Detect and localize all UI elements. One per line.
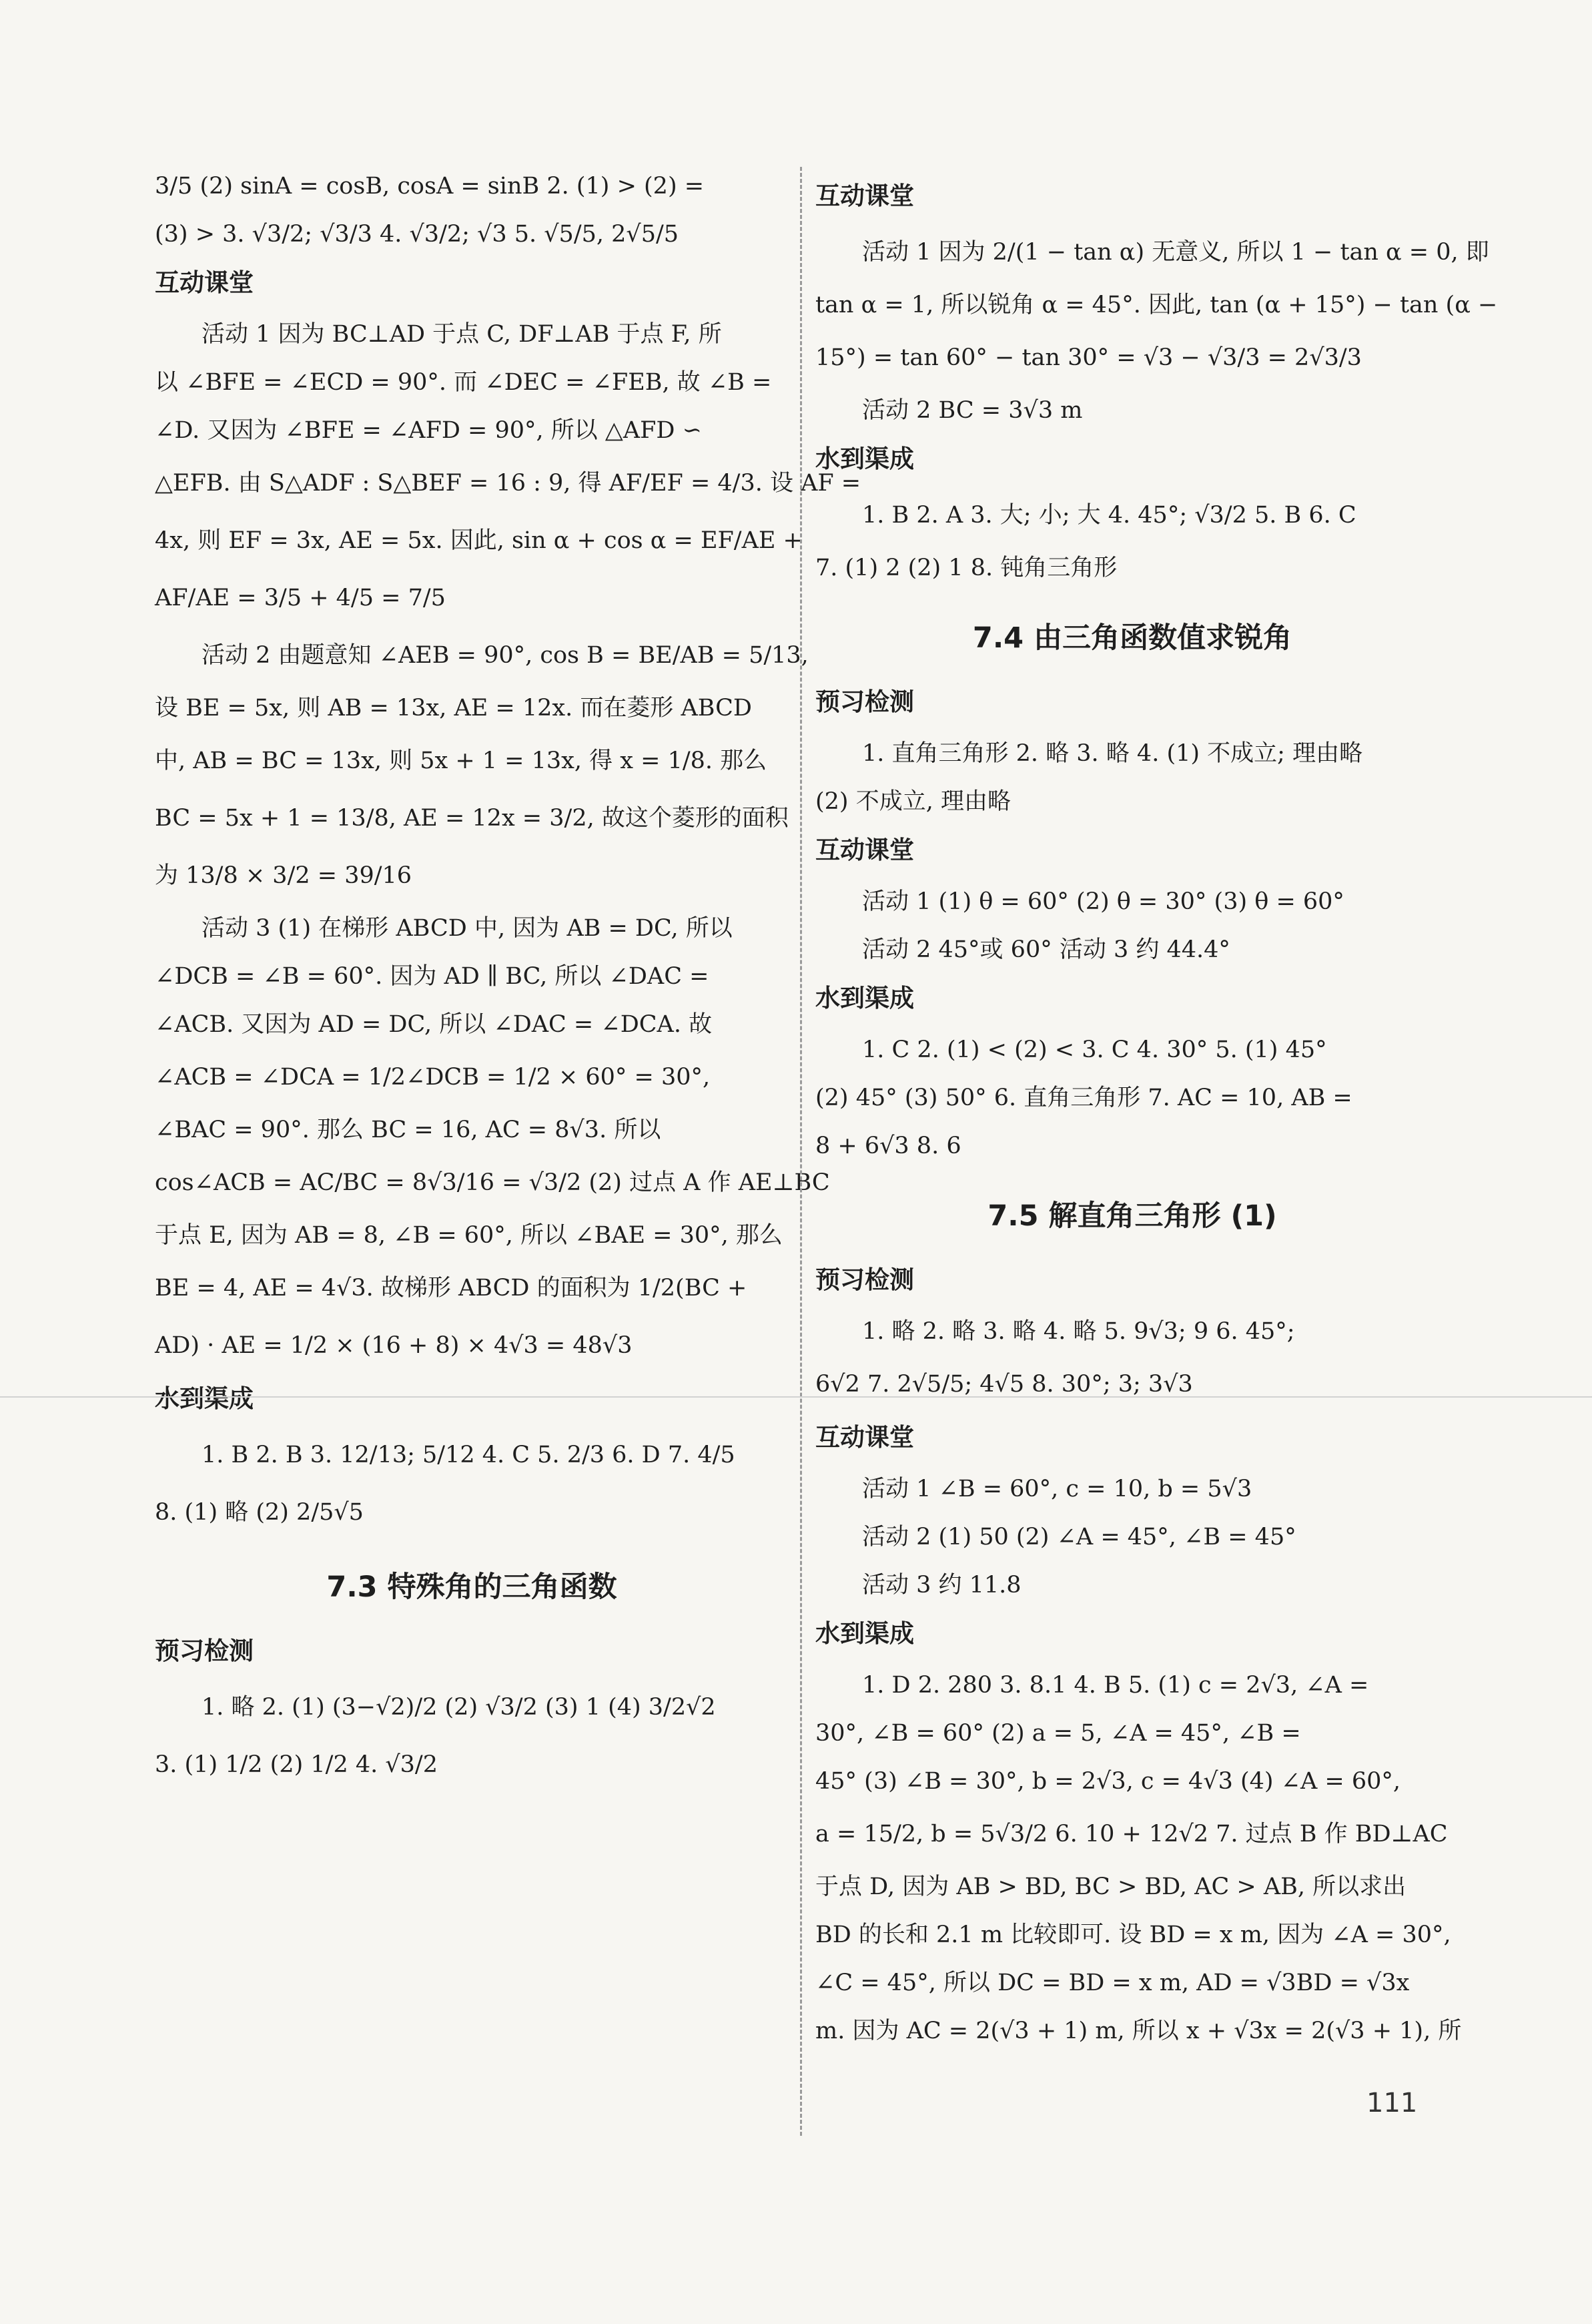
left-text-line: 为 13/8 × 3/2 = 39/16 <box>155 862 412 889</box>
right-heading: 互动课堂 <box>815 182 914 210</box>
left-text-line: 以 ∠BFE = ∠ECD = 90°. 而 ∠DEC = ∠FEB, 故 ∠B = <box>155 369 772 396</box>
right-section-title: 7.5 解直角三角形 (1) <box>987 1199 1277 1233</box>
right-heading: 互动课堂 <box>815 1423 914 1452</box>
right-text-line: 活动 2 BC = 3√3 m <box>862 397 1083 424</box>
right-text-line: 45° (3) ∠B = 30°, b = 2√3, c = 4√3 (4) ∠A = 60°, <box>815 1768 1401 1795</box>
right-text-line: BD 的长和 2.1 m 比较即可. 设 BD = x m, 因为 ∠A = 30°, <box>815 1922 1451 1948</box>
left-text-line: 1. 略 2. (1) (3−√2)/2 (2) √3/2 (3) 1 (4) 3/2√2 <box>202 1694 716 1721</box>
page-fold-line <box>0 1396 1592 1398</box>
left-column <box>155 167 861 1798</box>
right-text-line: 7. (1) 2 (2) 1 8. 钝角三角形 <box>815 555 1118 581</box>
left-text-line: 活动 1 因为 BC⊥AD 于点 C, DF⊥AB 于点 F, 所 <box>202 321 722 348</box>
right-text-line: 于点 D, 因为 AB > BD, BC > BD, AC > AB, 所以求出 <box>815 1873 1407 1900</box>
left-text-line: 4x, 则 EF = 3x, AE = 5x. 因此, sin α + cos α = EF/AE + <box>155 527 803 554</box>
right-column <box>815 167 1498 2060</box>
left-text-line: cos∠ACB = AC/BC = 8√3/16 = √3/2 (2) 过点 A 作 AE⊥BC <box>155 1169 830 1196</box>
left-text-line: 3/5 (2) sinA = cosB, cosA = sinB 2. (1) > (2) = <box>155 173 705 200</box>
right-text-line: 6√2 7. 2√5/5; 4√5 8. 30°; 3; 3√3 <box>815 1371 1193 1398</box>
right-text-line: 活动 3 约 11.8 <box>862 1572 1022 1599</box>
left-text-line: AD) · AE = 1/2 × (16 + 8) × 4√3 = 48√3 <box>155 1332 633 1359</box>
right-text-line: 1. 直角三角形 2. 略 3. 略 4. (1) 不成立; 理由略 <box>862 740 1363 767</box>
right-heading: 水到渠成 <box>815 984 914 1012</box>
left-text-line: BC = 5x + 1 = 13/8, AE = 12x = 3/2, 故这个菱形的面积 <box>155 805 789 832</box>
right-text-line: (2) 不成立, 理由略 <box>815 788 1011 815</box>
left-text-line: 中, AB = BC = 13x, 则 5x + 1 = 13x, 得 x = 1/8. 那么 <box>155 748 767 774</box>
right-text-line: 1. C 2. (1) < (2) < 3. C 4. 30° 5. (1) 45° <box>862 1037 1327 1063</box>
right-heading: 预习检测 <box>815 1265 914 1294</box>
right-text-line: 活动 2 45°或 60° 活动 3 约 44.4° <box>862 936 1230 963</box>
left-text-line: 活动 3 (1) 在梯形 ABCD 中, 因为 AB = DC, 所以 <box>202 915 733 942</box>
left-text-line: △EFB. 由 S△ADF : S△BEF = 16 : 9, 得 AF/EF = 4/3. 设 AF = <box>155 470 861 497</box>
left-text-line: ∠D. 又因为 ∠BFE = ∠AFD = 90°, 所以 △AFD ∽ <box>155 417 702 444</box>
right-heading: 互动课堂 <box>815 836 914 864</box>
page-number: 111 <box>1366 2088 1418 2118</box>
right-text-line: 1. B 2. A 3. 大; 小; 大 4. 45°; √3/2 5. B 6. C <box>862 502 1356 529</box>
left-text-line: ∠BAC = 90°. 那么 BC = 16, AC = 8√3. 所以 <box>155 1117 661 1143</box>
left-text-line: 8. (1) 略 (2) 2/5√5 <box>155 1499 364 1526</box>
right-text-line: 30°, ∠B = 60° (2) a = 5, ∠A = 45°, ∠B = <box>815 1720 1301 1747</box>
right-text-line: 活动 1 (1) θ = 60° (2) θ = 30° (3) θ = 60° <box>862 888 1344 915</box>
right-text-line: a = 15/2, b = 5√3/2 6. 10 + 12√2 7. 过点 B 作 BD⊥AC <box>815 1821 1448 1847</box>
right-text-line: (2) 45° (3) 50° 6. 直角三角形 7. AC = 10, AB = <box>815 1085 1352 1111</box>
left-text-line: ∠ACB = ∠DCA = 1/2∠DCB = 1/2 × 60° = 30°, <box>155 1064 711 1091</box>
right-section-title: 7.4 由三角函数值求锐角 <box>972 621 1292 655</box>
right-text-line: 1. D 2. 280 3. 8.1 4. B 5. (1) c = 2√3, ∠A = <box>862 1672 1369 1699</box>
right-heading: 预习检测 <box>815 687 914 716</box>
right-text-line: m. 因为 AC = 2(√3 + 1) m, 所以 x + √3x = 2(√3 + 1), 所 <box>815 2018 1462 2044</box>
left-text-line: 1. B 2. B 3. 12/13; 5/12 4. C 5. 2/3 6. D 7. 4/5 <box>202 1442 735 1468</box>
left-text-line: BE = 4, AE = 4√3. 故梯形 ABCD 的面积为 1/2(BC + <box>155 1275 747 1301</box>
column-divider <box>800 167 802 2136</box>
right-heading: 水到渠成 <box>815 1619 914 1648</box>
right-heading: 水到渠成 <box>815 445 914 473</box>
right-text-line: tan α = 1, 所以锐角 α = 45°. 因此, tan (α + 15°) − tan (α − <box>815 292 1498 318</box>
left-heading: 预习检测 <box>155 1637 254 1665</box>
right-text-line: 8 + 6√3 8. 6 <box>815 1133 961 1159</box>
left-text-line: (3) > 3. √3/2; √3/3 4. √3/2; √3 5. √5/5, 2√5/5 <box>155 221 679 248</box>
left-text-line: ∠DCB = ∠B = 60°. 因为 AD ∥ BC, 所以 ∠DAC = <box>155 963 709 990</box>
left-text-line: 于点 E, 因为 AB = 8, ∠B = 60°, 所以 ∠BAE = 30°, 那么 <box>155 1222 783 1249</box>
left-heading: 互动课堂 <box>155 268 254 297</box>
right-text-line: 15°) = tan 60° − tan 30° = √3 − √3/3 = 2√3/3 <box>815 344 1362 371</box>
left-text-line: 3. (1) 1/2 (2) 1/2 4. √3/2 <box>155 1751 438 1778</box>
left-text-line: ∠ACB. 又因为 AD = DC, 所以 ∠DAC = ∠DCA. 故 <box>155 1011 713 1038</box>
left-section-title: 7.3 特殊角的三角函数 <box>326 1570 617 1604</box>
right-text-line: 1. 略 2. 略 3. 略 4. 略 5. 9√3; 9 6. 45°; <box>862 1318 1295 1345</box>
left-text-line: AF/AE = 3/5 + 4/5 = 7/5 <box>155 585 446 611</box>
right-text-line: 活动 2 (1) 50 (2) ∠A = 45°, ∠B = 45° <box>862 1524 1296 1550</box>
right-text-line: 活动 1 因为 2/(1 − tan α) 无意义, 所以 1 − tan α = 0, 即 <box>862 239 1489 266</box>
right-text-line: ∠C = 45°, 所以 DC = BD = x m, AD = √3BD = √3x <box>815 1970 1410 1996</box>
left-text-line: 设 BE = 5x, 则 AB = 13x, AE = 12x. 而在菱形 ABCD <box>155 695 752 721</box>
left-text-line: 活动 2 由题意知 ∠AEB = 90°, cos B = BE/AB = 5/13, <box>202 642 809 669</box>
right-text-line: 活动 1 ∠B = 60°, c = 10, b = 5√3 <box>862 1476 1252 1502</box>
left-heading: 水到渠成 <box>155 1384 254 1413</box>
